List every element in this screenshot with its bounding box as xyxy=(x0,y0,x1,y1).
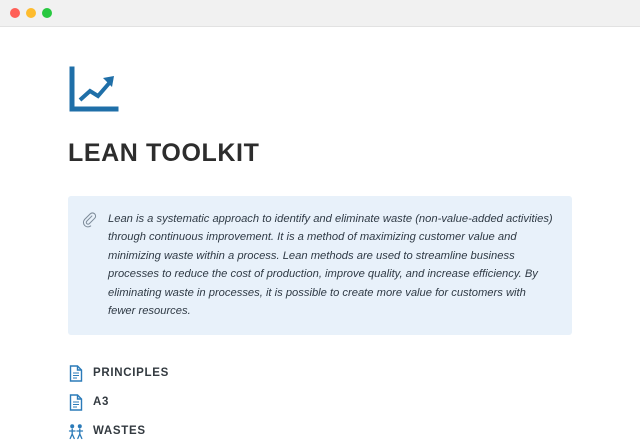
line-chart-growth-icon xyxy=(68,67,120,113)
minimize-window-button[interactable] xyxy=(26,8,36,18)
document-body xyxy=(0,27,640,440)
maximize-window-button[interactable] xyxy=(42,8,52,18)
link-item-a3[interactable] xyxy=(68,394,572,411)
link-item-principles[interactable] xyxy=(68,365,572,382)
link-item-wastes[interactable] xyxy=(68,423,572,440)
link-label: WASTES xyxy=(93,425,146,438)
document-links-list xyxy=(68,365,572,440)
document-icon xyxy=(68,394,83,411)
link-label: PRINCIPLES xyxy=(93,367,170,380)
link-label: A3 xyxy=(93,396,110,409)
page-title: LEAN TOOLKIT xyxy=(68,139,260,167)
close-window-button[interactable] xyxy=(10,8,20,18)
title-bar xyxy=(0,0,640,27)
document-icon xyxy=(68,365,83,382)
window-controls xyxy=(10,8,52,18)
people-icon xyxy=(68,423,83,440)
paperclip-icon xyxy=(82,212,98,233)
description-text: Lean is a systematic approach to identify and eliminate waste (non-value-added activities) through continuous improvement. It is a method of maximizing customer value and minimizing waste within a process. Lean methods are used to streamline business processes to reduce the cost of production, improve quality, and increase efficiency. By eliminating waste in processes, it is possible to create more value for customers with fewer resources. xyxy=(108,213,553,318)
description-callout xyxy=(68,196,572,335)
